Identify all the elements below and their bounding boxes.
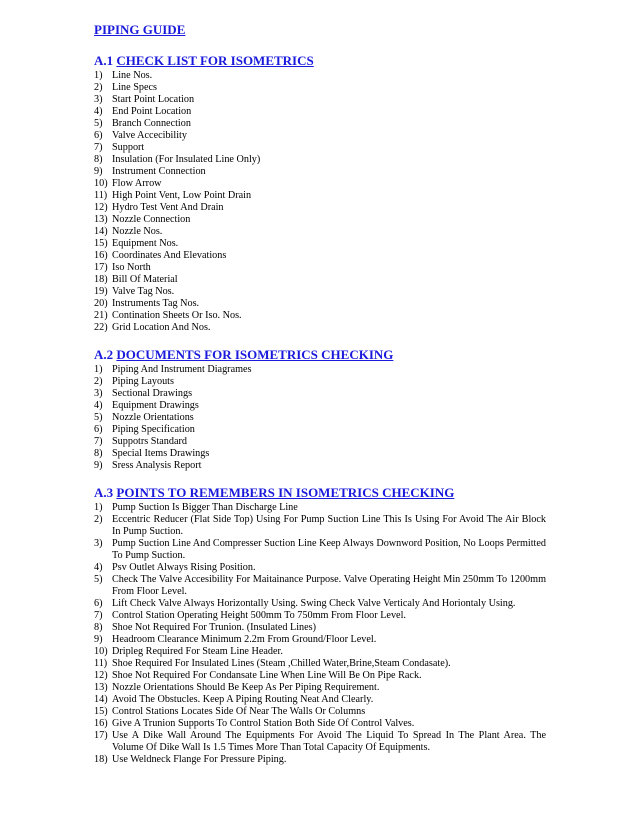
list-item-number: 10) bbox=[94, 178, 108, 189]
section-a2-list bbox=[94, 364, 546, 472]
list-item bbox=[94, 166, 546, 178]
list-item-number: 19) bbox=[94, 286, 108, 297]
list-item-number: 7) bbox=[94, 610, 103, 621]
list-item bbox=[94, 400, 546, 412]
list-item bbox=[94, 562, 546, 574]
list-item-number: 6) bbox=[94, 598, 103, 609]
list-item-number: 15) bbox=[94, 238, 108, 249]
list-item bbox=[94, 646, 546, 658]
list-item-text: Branch Connection bbox=[112, 118, 191, 129]
list-item-text: Eccentric Reducer (Flat Side Top) Using For Pump Suction Line This Is Using For Avoid The Air Block In Pump Suction. bbox=[112, 514, 546, 537]
list-item bbox=[94, 214, 546, 226]
list-item-number: 2) bbox=[94, 82, 103, 93]
section-a2-title: DOCUMENTS FOR ISOMETRICS CHECKING bbox=[116, 347, 394, 362]
list-item-text: Piping Layouts bbox=[112, 376, 174, 387]
list-item-text: Contination Sheets Or Iso. Nos. bbox=[112, 310, 242, 321]
list-item-number: 12) bbox=[94, 202, 108, 213]
list-item-number: 20) bbox=[94, 298, 108, 309]
list-item bbox=[94, 118, 546, 130]
list-item-text: Line Nos. bbox=[112, 70, 153, 81]
list-item-number: 3) bbox=[94, 94, 103, 105]
list-item bbox=[94, 130, 546, 142]
list-item-text: Shoe Not Required For Condansate Line When Line Will Be On Pipe Rack. bbox=[112, 670, 422, 681]
list-item-text: Nozzle Nos. bbox=[112, 226, 163, 237]
list-item-number: 13) bbox=[94, 682, 108, 693]
list-item-number: 15) bbox=[94, 706, 108, 717]
list-item bbox=[94, 502, 546, 514]
section-a3-list bbox=[94, 502, 546, 766]
list-item bbox=[94, 598, 546, 610]
list-item bbox=[94, 634, 546, 646]
section-a2 bbox=[94, 347, 546, 472]
list-item-text: Psv Outlet Always Rising Position. bbox=[112, 562, 256, 573]
list-item bbox=[94, 682, 546, 694]
list-item-number: 8) bbox=[94, 154, 103, 165]
list-item-text: Piping Specification bbox=[112, 424, 195, 435]
list-item-number: 16) bbox=[94, 718, 108, 729]
list-item-number: 12) bbox=[94, 670, 108, 681]
list-item bbox=[94, 322, 546, 334]
list-item-number: 6) bbox=[94, 424, 103, 435]
list-item-text: End Point Location bbox=[112, 106, 192, 117]
list-item bbox=[94, 376, 546, 388]
list-item bbox=[94, 622, 546, 634]
list-item-text: Start Point Location bbox=[112, 94, 195, 105]
list-item bbox=[94, 610, 546, 622]
list-item-text: Lift Check Valve Always Horizontally Using. Swing Check Valve Verticaly And Horiontaly Using. bbox=[112, 598, 516, 609]
list-item-number: 14) bbox=[94, 694, 108, 705]
list-item-number: 2) bbox=[94, 376, 103, 387]
list-item-text: Equipment Drawings bbox=[112, 400, 199, 411]
section-a3-title: POINTS TO REMEMBERS IN ISOMETRICS CHECKING bbox=[116, 485, 455, 500]
list-item-text: Pump Suction Is Bigger Than Discharge Line bbox=[112, 502, 298, 513]
list-item-number: 18) bbox=[94, 274, 108, 285]
section-a1-prefix: A.1 bbox=[94, 53, 117, 68]
section-a3-prefix: A.3 bbox=[94, 485, 117, 500]
list-item bbox=[94, 694, 546, 706]
list-item-number: 1) bbox=[94, 502, 103, 513]
list-item bbox=[94, 574, 546, 598]
list-item-number: 5) bbox=[94, 412, 103, 423]
list-item bbox=[94, 106, 546, 118]
list-item-number: 8) bbox=[94, 622, 103, 633]
list-item bbox=[94, 730, 546, 754]
list-item-text: Check The Valve Accesibility For Maitainance Purpose. Valve Operating Height Min 250mm To 1200mm From Floor Level. bbox=[112, 574, 546, 597]
list-item-number: 22) bbox=[94, 322, 108, 333]
list-item-text: Give A Trunion Supports To Control Station Both Side Of Control Valves. bbox=[112, 718, 415, 729]
list-item bbox=[94, 424, 546, 436]
list-item bbox=[94, 82, 546, 94]
list-item-number: 3) bbox=[94, 388, 103, 399]
list-item-text: Sress Analysis Report bbox=[112, 460, 202, 471]
list-item-text: Support bbox=[112, 142, 145, 153]
list-item-text: Piping And Instrument Diagrames bbox=[112, 364, 252, 375]
list-item-text: Grid Location And Nos. bbox=[112, 322, 211, 333]
list-item-text: Use Weldneck Flange For Pressure Piping. bbox=[112, 754, 287, 765]
list-item-text: Valve Tag Nos. bbox=[112, 286, 175, 297]
list-item bbox=[94, 364, 546, 376]
section-a1 bbox=[94, 53, 546, 334]
list-item-text: Nozzle Orientations Should Be Keep As Per Piping Requirement. bbox=[112, 682, 380, 693]
section-a1-list bbox=[94, 70, 546, 334]
section-a1-title: CHECK LIST FOR ISOMETRICS bbox=[116, 53, 314, 68]
list-item-number: 11) bbox=[94, 658, 108, 669]
list-item-number: 1) bbox=[94, 364, 103, 375]
list-item bbox=[94, 388, 546, 400]
list-item-text: Flow Arrow bbox=[112, 178, 162, 189]
list-item-number: 11) bbox=[94, 190, 108, 201]
list-item-text: Sectional Drawings bbox=[112, 388, 193, 399]
list-item-number: 17) bbox=[94, 730, 108, 741]
list-item-text: Hydro Test Vent And Drain bbox=[112, 202, 224, 213]
list-item bbox=[94, 448, 546, 460]
list-item bbox=[94, 202, 546, 214]
list-item bbox=[94, 298, 546, 310]
list-item-number: 6) bbox=[94, 130, 103, 141]
list-item bbox=[94, 670, 546, 682]
list-item bbox=[94, 658, 546, 670]
list-item-text: Headroom Clearance Minimum 2.2m From Ground/Floor Level. bbox=[112, 634, 377, 645]
list-item-text: Dripleg Required For Steam Line Header. bbox=[112, 646, 283, 657]
list-item-text: Nozzle Connection bbox=[112, 214, 191, 225]
section-a2-heading bbox=[94, 347, 546, 363]
list-item-number: 14) bbox=[94, 226, 108, 237]
section-a3 bbox=[94, 485, 546, 766]
list-item-number: 4) bbox=[94, 106, 103, 117]
list-item bbox=[94, 754, 546, 766]
list-item-text: Insulation (For Insulated Line Only) bbox=[112, 154, 261, 165]
list-item-text: Instrument Connection bbox=[112, 166, 206, 177]
list-item bbox=[94, 154, 546, 166]
list-item-number: 21) bbox=[94, 310, 108, 321]
list-item-text: Line Specs bbox=[112, 82, 157, 93]
list-item-number: 5) bbox=[94, 118, 103, 129]
list-item bbox=[94, 94, 546, 106]
list-item bbox=[94, 706, 546, 718]
list-item-number: 9) bbox=[94, 166, 103, 177]
section-a3-heading bbox=[94, 485, 546, 501]
list-item bbox=[94, 460, 546, 472]
section-a2-prefix: A.2 bbox=[94, 347, 117, 362]
page-title: PIPING GUIDE bbox=[94, 22, 186, 37]
list-item-number: 13) bbox=[94, 214, 108, 225]
list-item bbox=[94, 262, 546, 274]
list-item-number: 1) bbox=[94, 70, 103, 81]
section-a1-heading bbox=[94, 53, 546, 69]
list-item-text: High Point Vent, Low Point Drain bbox=[112, 190, 252, 201]
list-item-number: 2) bbox=[94, 514, 103, 525]
list-item-text: Special Items Drawings bbox=[112, 448, 210, 459]
list-item-number: 5) bbox=[94, 574, 103, 585]
list-item-text: Control Station Operating Height 500mm To 750mm From Floor Level. bbox=[112, 610, 406, 621]
list-item bbox=[94, 178, 546, 190]
list-item-text: Control Stations Locates Side Of Near The Walls Or Columns bbox=[112, 706, 366, 717]
list-item-text: Use A Dike Wall Around The Equipments For Avoid The Liquid To Spread In The Plant Area. The Volume Of Dike Wall Is 1.5 Times More Than Total Capacity Of Equipments. bbox=[112, 730, 546, 753]
list-item-text: Avoid The Obstucles. Keep A Piping Routing Neat And Clearly. bbox=[112, 694, 374, 705]
list-item-text: Shoe Required For Insulated Lines (Steam ,Chilled Water,Brine,Steam Condasate). bbox=[112, 658, 451, 669]
list-item-number: 3) bbox=[94, 538, 103, 549]
list-item-number: 4) bbox=[94, 400, 103, 411]
list-item bbox=[94, 142, 546, 154]
list-item bbox=[94, 310, 546, 322]
list-item-text: Suppotrs Standard bbox=[112, 436, 187, 447]
list-item-text: Valve Accecibility bbox=[112, 130, 187, 141]
list-item-number: 9) bbox=[94, 460, 103, 471]
list-item bbox=[94, 238, 546, 250]
list-item bbox=[94, 436, 546, 448]
list-item bbox=[94, 190, 546, 202]
list-item-number: 10) bbox=[94, 646, 108, 657]
list-item-text: Bill Of Material bbox=[112, 274, 178, 285]
list-item bbox=[94, 226, 546, 238]
list-item bbox=[94, 70, 546, 82]
list-item bbox=[94, 514, 546, 538]
list-item-number: 7) bbox=[94, 142, 103, 153]
list-item-text: Shoe Not Required For Trunion. (Insulated Lines) bbox=[112, 622, 317, 633]
list-item-text: Nozzle Orientations bbox=[112, 412, 194, 423]
list-item-number: 7) bbox=[94, 436, 103, 447]
list-item-text: Coordinates And Elevations bbox=[112, 250, 227, 261]
list-item-text: Iso North bbox=[112, 262, 151, 273]
list-item bbox=[94, 250, 546, 262]
list-item-number: 4) bbox=[94, 562, 103, 573]
list-item-number: 8) bbox=[94, 448, 103, 459]
list-item bbox=[94, 286, 546, 298]
list-item-number: 9) bbox=[94, 634, 103, 645]
list-item-number: 17) bbox=[94, 262, 108, 273]
list-item bbox=[94, 274, 546, 286]
list-item-text: Pump Suction Line And Compresser Suction Line Keep Always Downword Position, No Loops Permitted To Pump Suction. bbox=[112, 538, 546, 561]
list-item-number: 18) bbox=[94, 754, 108, 765]
list-item-text: Instruments Tag Nos. bbox=[112, 298, 200, 309]
list-item-text: Equipment Nos. bbox=[112, 238, 179, 249]
list-item-number: 16) bbox=[94, 250, 108, 261]
list-item bbox=[94, 718, 546, 730]
document-page bbox=[94, 22, 546, 766]
list-item bbox=[94, 412, 546, 424]
list-item bbox=[94, 538, 546, 562]
